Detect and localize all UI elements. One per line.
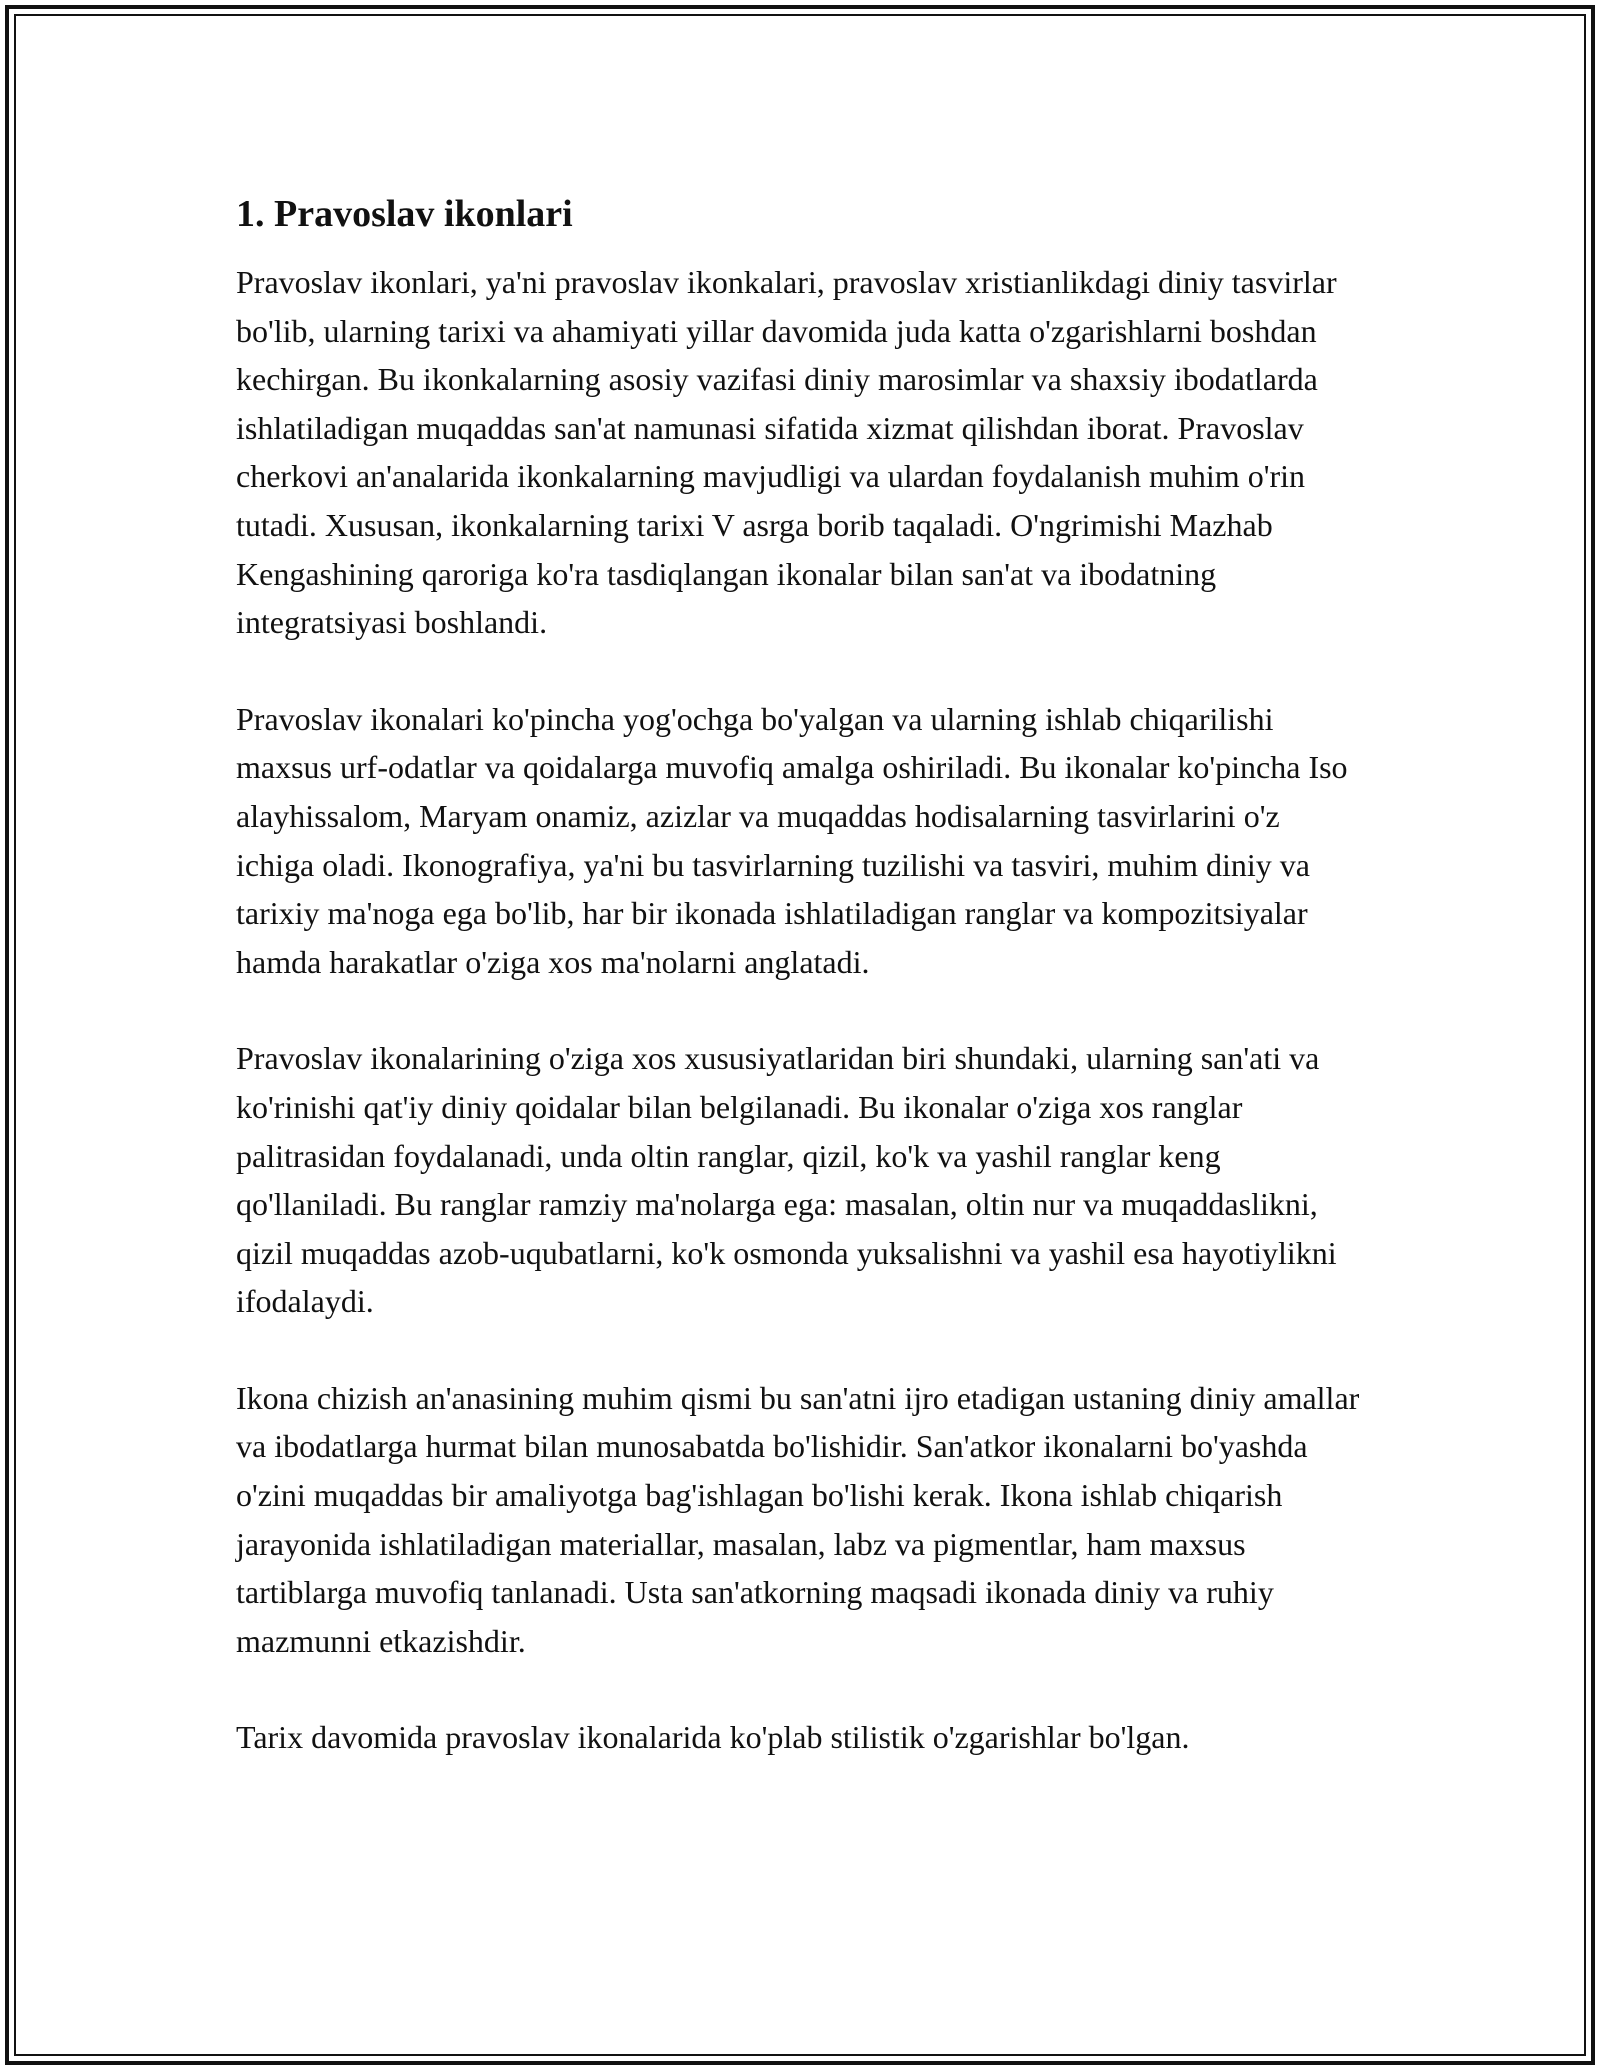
paragraph: Pravoslav ikonalari ko'pincha yog'ochga bo'yalgan va ularning ishlab chiqarilishi maxsus urf-odatlar va qoidalarga muvofiq amalga oshiriladi. Bu ikonalar ko'pincha Iso alayhissalom, Maryam onamiz, azizlar va muqaddas hodisalarning tasvirlarini o'z ichiga oladi. Ikonografiya, ya'ni bu tasvirlarning tuzilishi va tasviri, muhim diniy va tarixiy ma'noga ega bo'lib, har bir ikonada ishlatiladigan ranglar va kompozitsiyalar hamda harakatlar o'ziga xos ma'nolarni anglatadi. (236, 700, 1348, 980)
document-body (236, 186, 1364, 1762)
paragraph: Pravoslav ikonalarining o'ziga xos xususiyatlaridan biri shundaki, ularning san'ati va ko'rinishi qat'iy diniy qoidalar bilan belgilanadi. Bu ikonalar o'ziga xos ranglar palitrasidan foydalanadi, unda oltin ranglar, qizil, ko'k va yashil ranglar keng qo'llaniladi. Bu ranglar ramziy ma'nolarga ega: masalan, oltin nur va muqaddaslikni, qizil muqaddas azob-uqubatlarni, ko'k osmonda yuksalishni va yashil esa hayotiylikni ifodalaydi. (236, 1040, 1337, 1320)
paragraph: Tarix davomida pravoslav ikonalarida ko'plab stilistik o'zgarishlar bo'lgan. (236, 1719, 1190, 1756)
paragraph: Pravoslav ikonlari, ya'ni pravoslav ikonkalari, pravoslav xristianlikdagi diniy tasvirlar bo'lib, ularning tarixi va ahamiyati yillar davomida juda katta o'zgarishlarni boshdan kechirgan. Bu ikonkalarning asosiy vazifasi diniy marosimlar va shaxsiy ibodatlarda ishlatiladigan muqaddas san'at namunasi sifatida xizmat qilishdan iborat. Pravoslav cherkovi an'analarida ikonkalarning mavjudligi va ulardan foydalanish muhim o'rin tutadi. Xususan, ikonkalarning tarixi V asrga borib taqaladi. O'ngrimishi Mazhab Kengashining qaroriga ko'ra tasdiqlangan ikonalar bilan san'at va ibodatning integratsiyasi boshlandi. (236, 264, 1337, 641)
paragraph: Ikona chizish an'anasining muhim qismi bu san'atni ijro etadigan ustaning diniy amallar va ibodatlarga hurmat bilan munosabatda bo'lishidir. San'atkor ikonalarni bo'yashda o'zini muqaddas bir amaliyotga bag'ishlagan bo'lishi kerak. Ikona ishlab chiqarish jarayonida ishlatiladigan materiallar, masalan, labz va pigmentlar, ham maxsus tartiblarga muvofiq tanlanadi. Usta san'atkorning maqsadi ikonada diniy va ruhiy mazmunni etkazishdir. (236, 1379, 1360, 1659)
section-heading: 1. Pravoslav ikonlari (236, 193, 573, 235)
